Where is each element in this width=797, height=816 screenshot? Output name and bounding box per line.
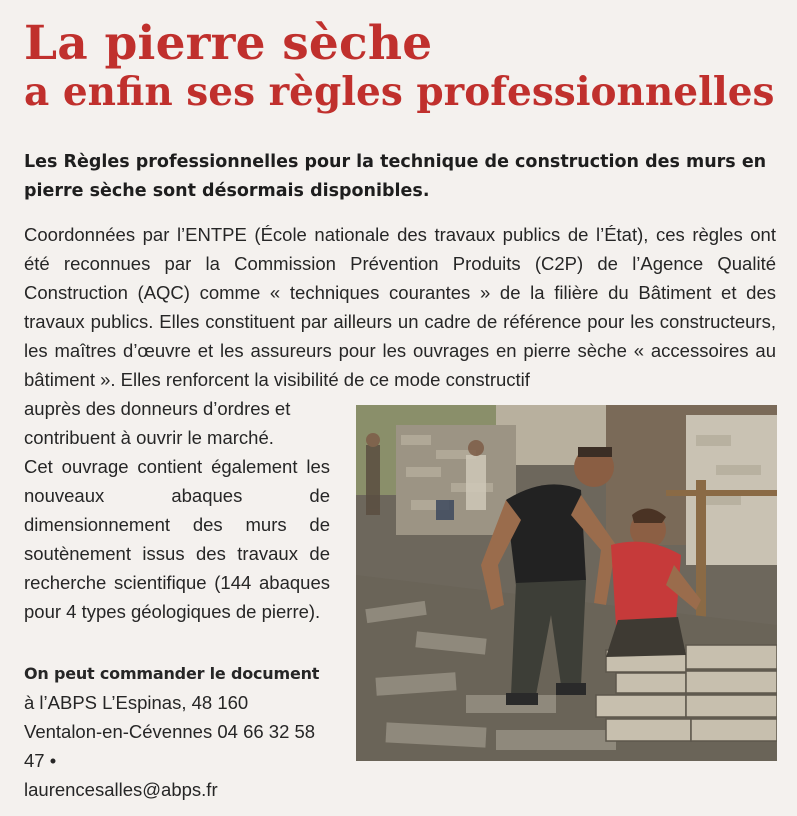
- workers-building-dry-stone-wall-photo: [356, 405, 777, 761]
- lead-paragraph: Les Règles professionnelles pour la technique de construction des murs en pierre sèche sont désormais disponibles.: [24, 152, 767, 201]
- order-email: laurencesalles@abps.fr: [24, 779, 218, 800]
- order-heading: On peut commander le document: [24, 664, 320, 683]
- body-paragraph-2: Cet ouvrage contient également les nouveaux abaques de dimensionnement des murs de soutènement issus des travaux de recherche scientifique (144 abaques pour 4 types géologiques de pierre).: [24, 456, 330, 622]
- order-phone: 04 66 32 58 47: [24, 721, 316, 771]
- order-address: à l’ABPS L’Espinas, 48 160 Ventalon-en-Cévennes: [24, 692, 249, 742]
- title-line-2: a enfin ses règles professionnelles: [24, 69, 775, 115]
- order-info: [24, 658, 330, 804]
- body-paragraph-1-continued: auprès des donneurs d’ordres et contribuent à ouvrir le marché.: [24, 398, 291, 448]
- body-paragraph-1: Coordonnées par l’ENTPE (École nationale des travaux publics de l’État), ces règles ont été reconnues par la Commission Prévention Produits (C2P) de l’Agence Qualité Construction (AQC) comme « techniques courantes » de la filière du Bâtiment et des travaux publics. Elles constituent par ailleurs un cadre de référence pour les constructeurs, les maîtres d’œuvre et les assureurs pour les ouvrages en pierre sèche « accessoires au bâtiment ». Elles renforcent la visibilité de ce mode constructif: [24, 224, 776, 390]
- order-separator: •: [49, 750, 57, 771]
- title-line-1: La pierre sèche: [24, 16, 433, 71]
- article-title: [24, 16, 775, 115]
